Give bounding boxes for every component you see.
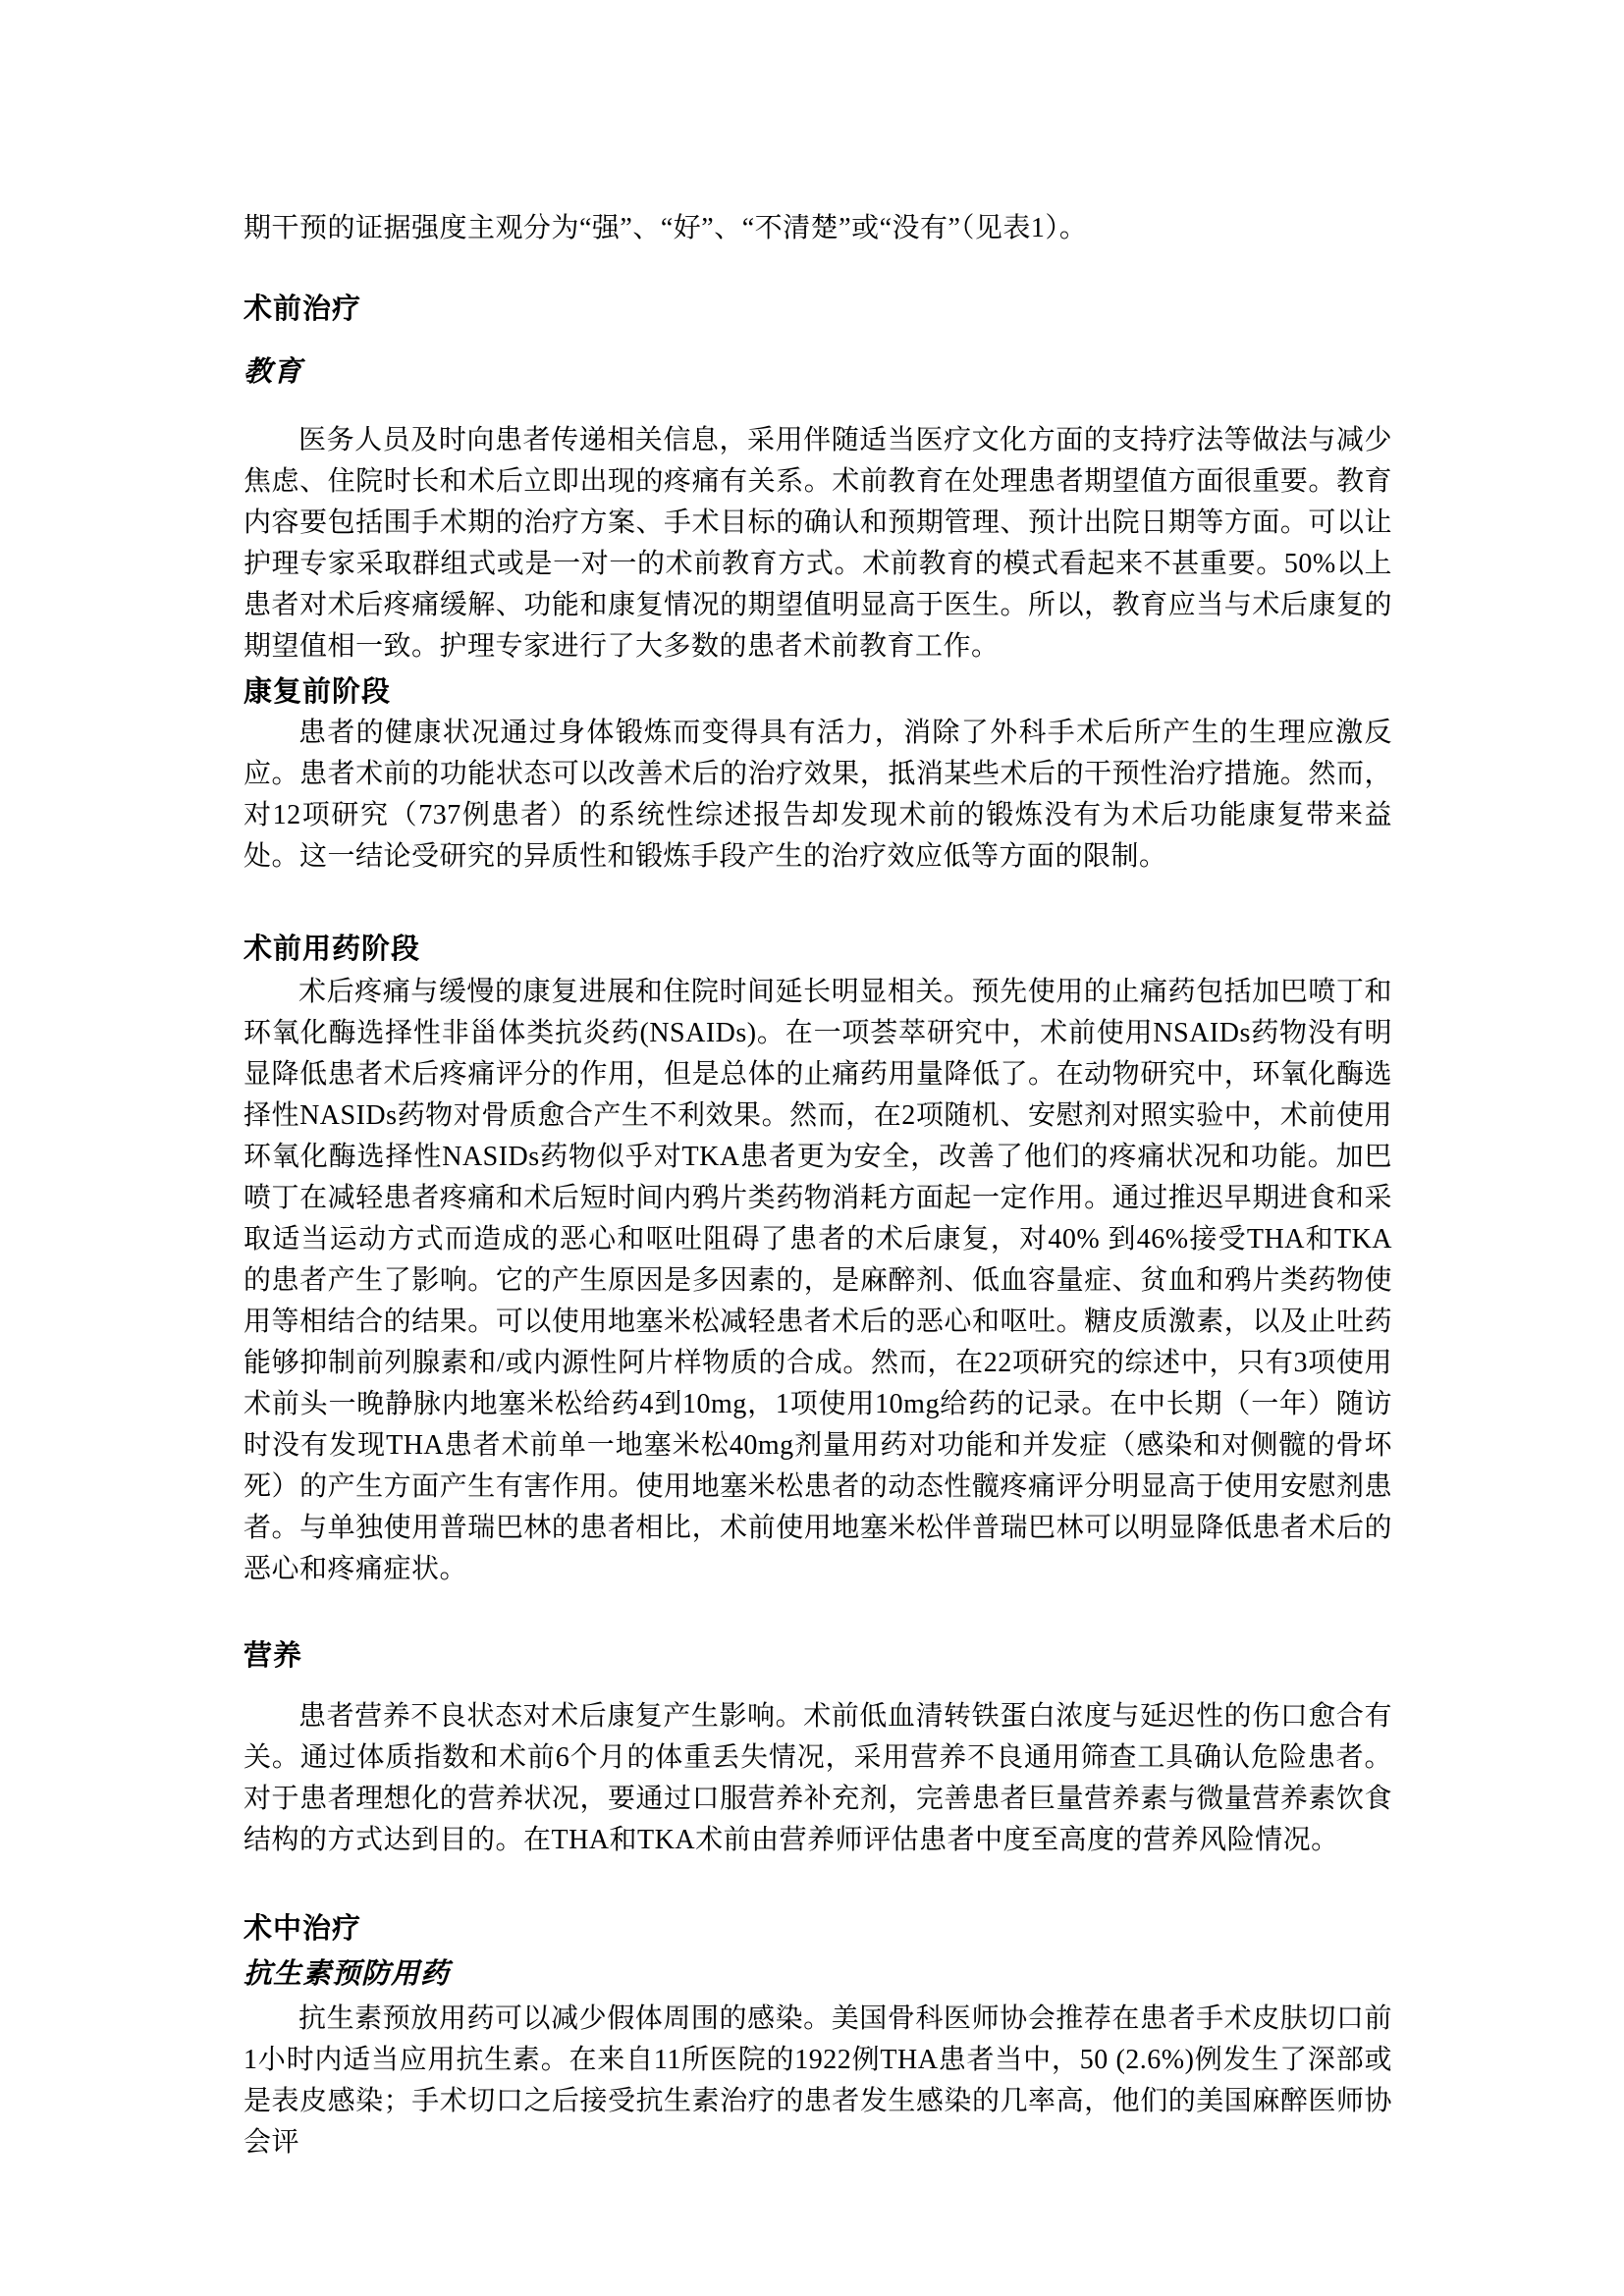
heading-intraoperative-treatment: 术中治疗 (244, 1913, 362, 1945)
paragraph-preoperative-medication: 术后疼痛与缓慢的康复进展和住院时间延长明显相关。预先使用的止痛药包括加巴喷丁和环氧化酶选择性非甾体类抗炎药(NSAIDs)。在一项荟萃研究中，术前使用NSAIDs药物没有明显降低患者术后疼痛评分的作用，但是总体的止痛药用量降低了。在动物研究中，环氧化酶选择性NASIDs药物对骨质愈合产生不利效果。然而，在2项随机、安慰剂对照实验中，术前使用环氧化酶选择性NASIDs药物似乎对TKA患者更为安全，改善了他们的疼痛状况和功能。加巴喷丁在减轻患者疼痛和术后短时间内鸦片类药物消耗方面起一定作用。通过推迟早期进食和采取适当运动方式而造成的恶心和呕吐阻碍了患者的术后康复，对40% 到46%接受THA和TKA的患者产生了影响。它的产生原因是多因素的，是麻醉剂、低血容量症、贫血和鸦片类药物使用等相结合的结果。可以使用地塞米松减轻患者术后的恶心和呕吐。糖皮质激素，以及止吐药能够抑制前列腺素和/或内源性阿片样物质的合成。然而，在22项研究的综述中，只有3项使用术前头一晚静脉内地塞米松给药4到10mg，1项使用10mg给药的记录。在中长期（一年）随访时没有发现THA患者术前单一地塞米松40mg剂量用药对功能和并发症（感染和对侧髋的骨坏死）的产生方面产生有害作用。使用地塞米松患者的动态性髋疼痛评分明显高于使用安慰剂患者。与单独使用普瑞巴林的患者相比，术前使用地塞米松伴普瑞巴林可以明显降低患者术后的恶心和疼痛症状。 (244, 977, 1392, 1584)
heading-education: 教育 (244, 356, 303, 388)
paragraph-education: 医务人员及时向患者传递相关信息，采用伴随适当医疗文化方面的支持疗法等做法与减少焦虑、住院时长和术后立即出现的疼痛有关系。术前教育在处理患者期望值方面很重要。教育内容要包括围手术期的治疗方案、手术目标的确认和预期管理、预计出院日期等方面。可以让护理专家采取群组式或是一对一的术前教育方式。术前教育的模式看起来不甚重要。50%以上患者对术后疼痛缓解、功能和康复情况的期望值明显高于医生。所以，教育应当与术后康复的期望值相一致。护理专家进行了大多数的患者术前教育工作。 (244, 425, 1392, 662)
heading-nutrition: 营养 (244, 1640, 303, 1672)
heading-preoperative-treatment: 术前治疗 (244, 294, 362, 325)
heading-antibiotic-prophylaxis: 抗生素预防用药 (244, 1958, 451, 1990)
paragraph-evidence-strength: 期干预的证据强度主观分为“强”、“好”、“不清楚”或“没有”（见表1）。 (244, 213, 1088, 243)
heading-prerehabilitation: 康复前阶段 (244, 676, 392, 708)
paragraph-prerehabilitation: 患者的健康状况通过身体锻炼而变得具有活力，消除了外科手术后所产生的生理应激反应。患者术前的功能状态可以改善术后的治疗效果，抵消某些术后的干预性治疗措施。然而，对12项研究（737例患者）的系统性综述报告却发现术前的锻炼没有为术后功能康复带来益处。这一结论受研究的异质性和锻炼手段产生的治疗效应低等方面的限制。 (244, 718, 1392, 872)
paragraph-antibiotic-prophylaxis: 抗生素预放用药可以减少假体周围的感染。美国骨科医师协会推荐在患者手术皮肤切口前1小时内适当应用抗生素。在来自11所医院的1922例THA患者当中，50 (2.6%)例发生了深部或是表皮感染；手术切口之后接受抗生素治疗的患者发生感染的几率高，他们的美国麻醉医师协会评 (244, 2003, 1392, 2158)
heading-preoperative-medication: 术前用药阶段 (244, 934, 421, 965)
paragraph-nutrition: 患者营养不良状态对术后康复产生影响。术前低血清转铁蛋白浓度与延迟性的伤口愈合有关。通过体质指数和术前6个月的体重丢失情况，采用营养不良通用筛查工具确认危险患者。对于患者理想化的营养状况，要通过口服营养补充剂，完善患者巨量营养素与微量营养素饮食结构的方式达到目的。在THA和TKA术前由营养师评估患者中度至高度的营养风险情况。 (244, 1701, 1392, 1855)
